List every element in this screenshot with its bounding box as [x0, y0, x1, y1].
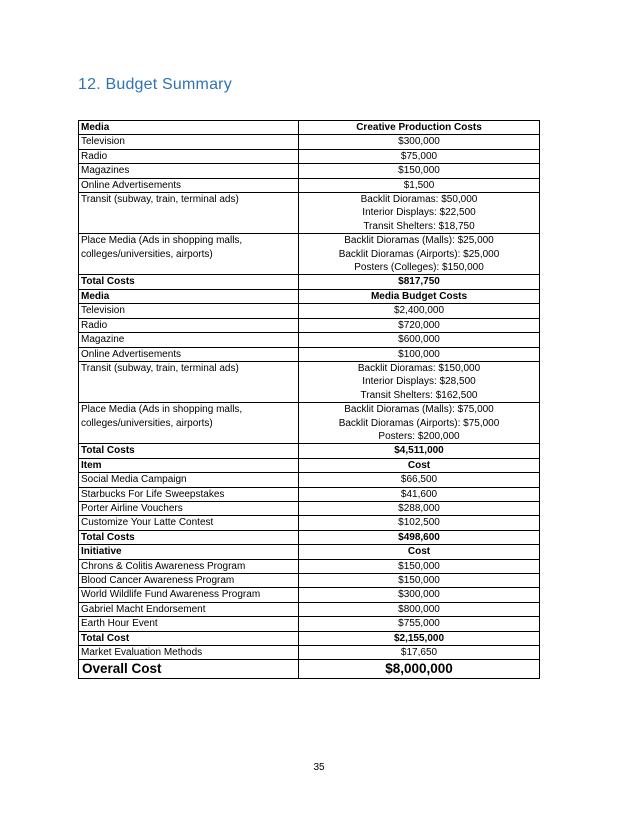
row-value-line: Posters (Colleges): $150,000	[354, 262, 484, 274]
table-row	[79, 487, 540, 501]
row-value	[299, 178, 540, 192]
row-value	[299, 164, 540, 178]
row-value	[299, 347, 540, 361]
table-row	[79, 660, 540, 679]
row-value-line: Cost	[407, 546, 431, 558]
row-value	[299, 333, 540, 347]
row-value-line: $75,000	[400, 150, 438, 162]
row-value-line: $498,600	[398, 531, 440, 543]
row-value	[299, 602, 540, 616]
row-value-line: $1,500	[403, 179, 435, 191]
row-value-line: $2,400,000	[393, 305, 445, 317]
table-row	[79, 444, 540, 458]
row-label-line: colleges/universities, airports)	[81, 248, 213, 260]
table-row	[79, 617, 540, 631]
row-label: Online Advertisements	[79, 347, 299, 361]
table-row	[79, 574, 540, 588]
row-value	[299, 530, 540, 544]
row-label: Transit (subway, train, terminal ads)	[79, 193, 299, 234]
row-label: Transit (subway, train, terminal ads)	[79, 361, 299, 402]
row-label: Television	[79, 304, 299, 318]
row-value-line: $817,750	[398, 276, 440, 288]
row-value-line: Backlit Dioramas (Airports): $75,000	[338, 417, 500, 429]
table-row	[79, 646, 540, 660]
row-label: Media	[79, 289, 299, 303]
row-value-line: $8,000,000	[385, 661, 453, 677]
row-label: Starbucks For Life Sweepstakes	[79, 487, 299, 501]
table-row	[79, 234, 540, 275]
row-value-line: $300,000	[398, 589, 440, 601]
row-value	[299, 289, 540, 303]
table-row	[79, 347, 540, 361]
row-value-line: $17,650	[400, 647, 438, 659]
row-value	[299, 516, 540, 530]
row-label	[79, 234, 299, 275]
page-number: 35	[313, 762, 325, 773]
row-value-line: Creative Production Costs	[356, 122, 482, 133]
row-value	[299, 234, 540, 275]
table-row	[79, 275, 540, 289]
row-value-line: $150,000	[398, 575, 440, 586]
row-value	[299, 304, 540, 318]
row-value-line: Transit Shelters: $162,500	[360, 389, 478, 401]
row-label	[79, 403, 299, 444]
section-heading: 12. Budget Summary	[78, 76, 232, 93]
row-value-line: $288,000	[398, 502, 440, 514]
table-row	[79, 318, 540, 332]
row-value-line: Cost	[407, 459, 431, 471]
row-value-line: $102,500	[398, 517, 440, 529]
row-label: Magazines	[79, 164, 299, 178]
row-value-line: Transit Shelters: $18,750	[363, 220, 475, 232]
row-label: Customize Your Latte Contest	[79, 516, 299, 530]
row-label: Overall Cost	[79, 660, 299, 679]
table-row	[79, 588, 540, 602]
table-row	[79, 631, 540, 645]
row-label-line: Place Media (Ads in shopping malls,	[81, 235, 243, 247]
table-row	[79, 149, 540, 163]
row-label-line: Place Media (Ads in shopping malls,	[81, 404, 243, 416]
row-value-line: Backlit Dioramas (Malls): $75,000	[344, 404, 494, 416]
row-label: Total Costs	[79, 275, 299, 289]
table-row	[79, 121, 540, 135]
row-label: Porter Airline Vouchers	[79, 501, 299, 515]
table-row	[79, 178, 540, 192]
row-label: World Wildlife Fund Awareness Program	[79, 588, 299, 602]
row-label: Social Media Campaign	[79, 473, 299, 487]
row-value-line: $150,000	[398, 165, 440, 177]
row-label: Radio	[79, 318, 299, 332]
row-value	[299, 545, 540, 559]
row-label: Total Costs	[79, 444, 299, 458]
budget-summary-table	[78, 120, 540, 679]
row-value	[299, 588, 540, 602]
row-value-line: $600,000	[398, 334, 440, 346]
row-value	[299, 193, 540, 234]
row-value	[299, 631, 540, 645]
row-value	[299, 149, 540, 163]
row-value	[299, 574, 540, 588]
row-value-line: $150,000	[398, 560, 440, 572]
row-label: Chrons & Colitis Awareness Program	[79, 559, 299, 573]
row-value	[299, 487, 540, 501]
row-label: Initiative	[79, 545, 299, 559]
row-value	[299, 617, 540, 631]
row-value-line: $800,000	[398, 603, 440, 615]
table-row	[79, 516, 540, 530]
row-label: Item	[79, 458, 299, 472]
table-row	[79, 559, 540, 573]
row-label: Earth Hour Event	[79, 617, 299, 631]
row-label: Television	[79, 135, 299, 149]
row-value	[299, 318, 540, 332]
budget-table-body	[79, 121, 540, 679]
row-value	[299, 660, 540, 679]
row-value	[299, 135, 540, 149]
row-value-line: $720,000	[398, 319, 440, 331]
row-value	[299, 646, 540, 660]
row-label: Market Evaluation Methods	[79, 646, 299, 660]
row-value	[299, 275, 540, 289]
row-value-line: Interior Displays: $28,500	[362, 376, 476, 388]
table-row	[79, 458, 540, 472]
row-value-line: Posters: $200,000	[378, 430, 460, 442]
row-value-line: Interior Displays: $22,500	[362, 207, 476, 219]
table-row	[79, 530, 540, 544]
table-row	[79, 193, 540, 234]
row-label: Media	[79, 121, 299, 135]
table-row	[79, 164, 540, 178]
table-row	[79, 545, 540, 559]
row-value-line: Backlit Dioramas (Malls): $25,000	[344, 235, 494, 247]
row-value-line: $300,000	[398, 136, 440, 148]
row-label: Online Advertisements	[79, 178, 299, 192]
table-row	[79, 473, 540, 487]
row-value-line: $2,155,000	[393, 632, 445, 644]
row-value-line: $100,000	[398, 348, 440, 360]
table-row	[79, 403, 540, 444]
table-row	[79, 333, 540, 347]
table-row	[79, 135, 540, 149]
row-value	[299, 444, 540, 458]
row-value-line: Media Budget Costs	[370, 290, 468, 302]
row-value-line: Backlit Dioramas: $50,000	[360, 194, 478, 206]
row-value-line: $755,000	[398, 618, 440, 630]
row-value-line: Backlit Dioramas (Airports): $25,000	[338, 248, 500, 260]
row-value-line: Backlit Dioramas: $150,000	[357, 362, 481, 374]
row-label: Total Costs	[79, 530, 299, 544]
row-value-line: $4,511,000	[394, 445, 444, 457]
row-value-line: $66,500	[400, 474, 438, 486]
table-row	[79, 304, 540, 318]
row-label-line: colleges/universities, airports)	[81, 417, 213, 429]
row-value	[299, 473, 540, 487]
row-value	[299, 501, 540, 515]
row-label: Total Cost	[79, 631, 299, 645]
row-label: Radio	[79, 149, 299, 163]
row-value	[299, 403, 540, 444]
row-label: Magazine	[79, 333, 299, 347]
table-row	[79, 602, 540, 616]
table-row	[79, 361, 540, 402]
row-value	[299, 121, 540, 135]
table-row	[79, 289, 540, 303]
row-value-line: $41,600	[400, 488, 438, 500]
row-value	[299, 458, 540, 472]
row-label: Blood Cancer Awareness Program	[79, 574, 299, 588]
row-value	[299, 559, 540, 573]
table-row	[79, 501, 540, 515]
row-value	[299, 361, 540, 402]
row-label: Gabriel Macht Endorsement	[79, 602, 299, 616]
